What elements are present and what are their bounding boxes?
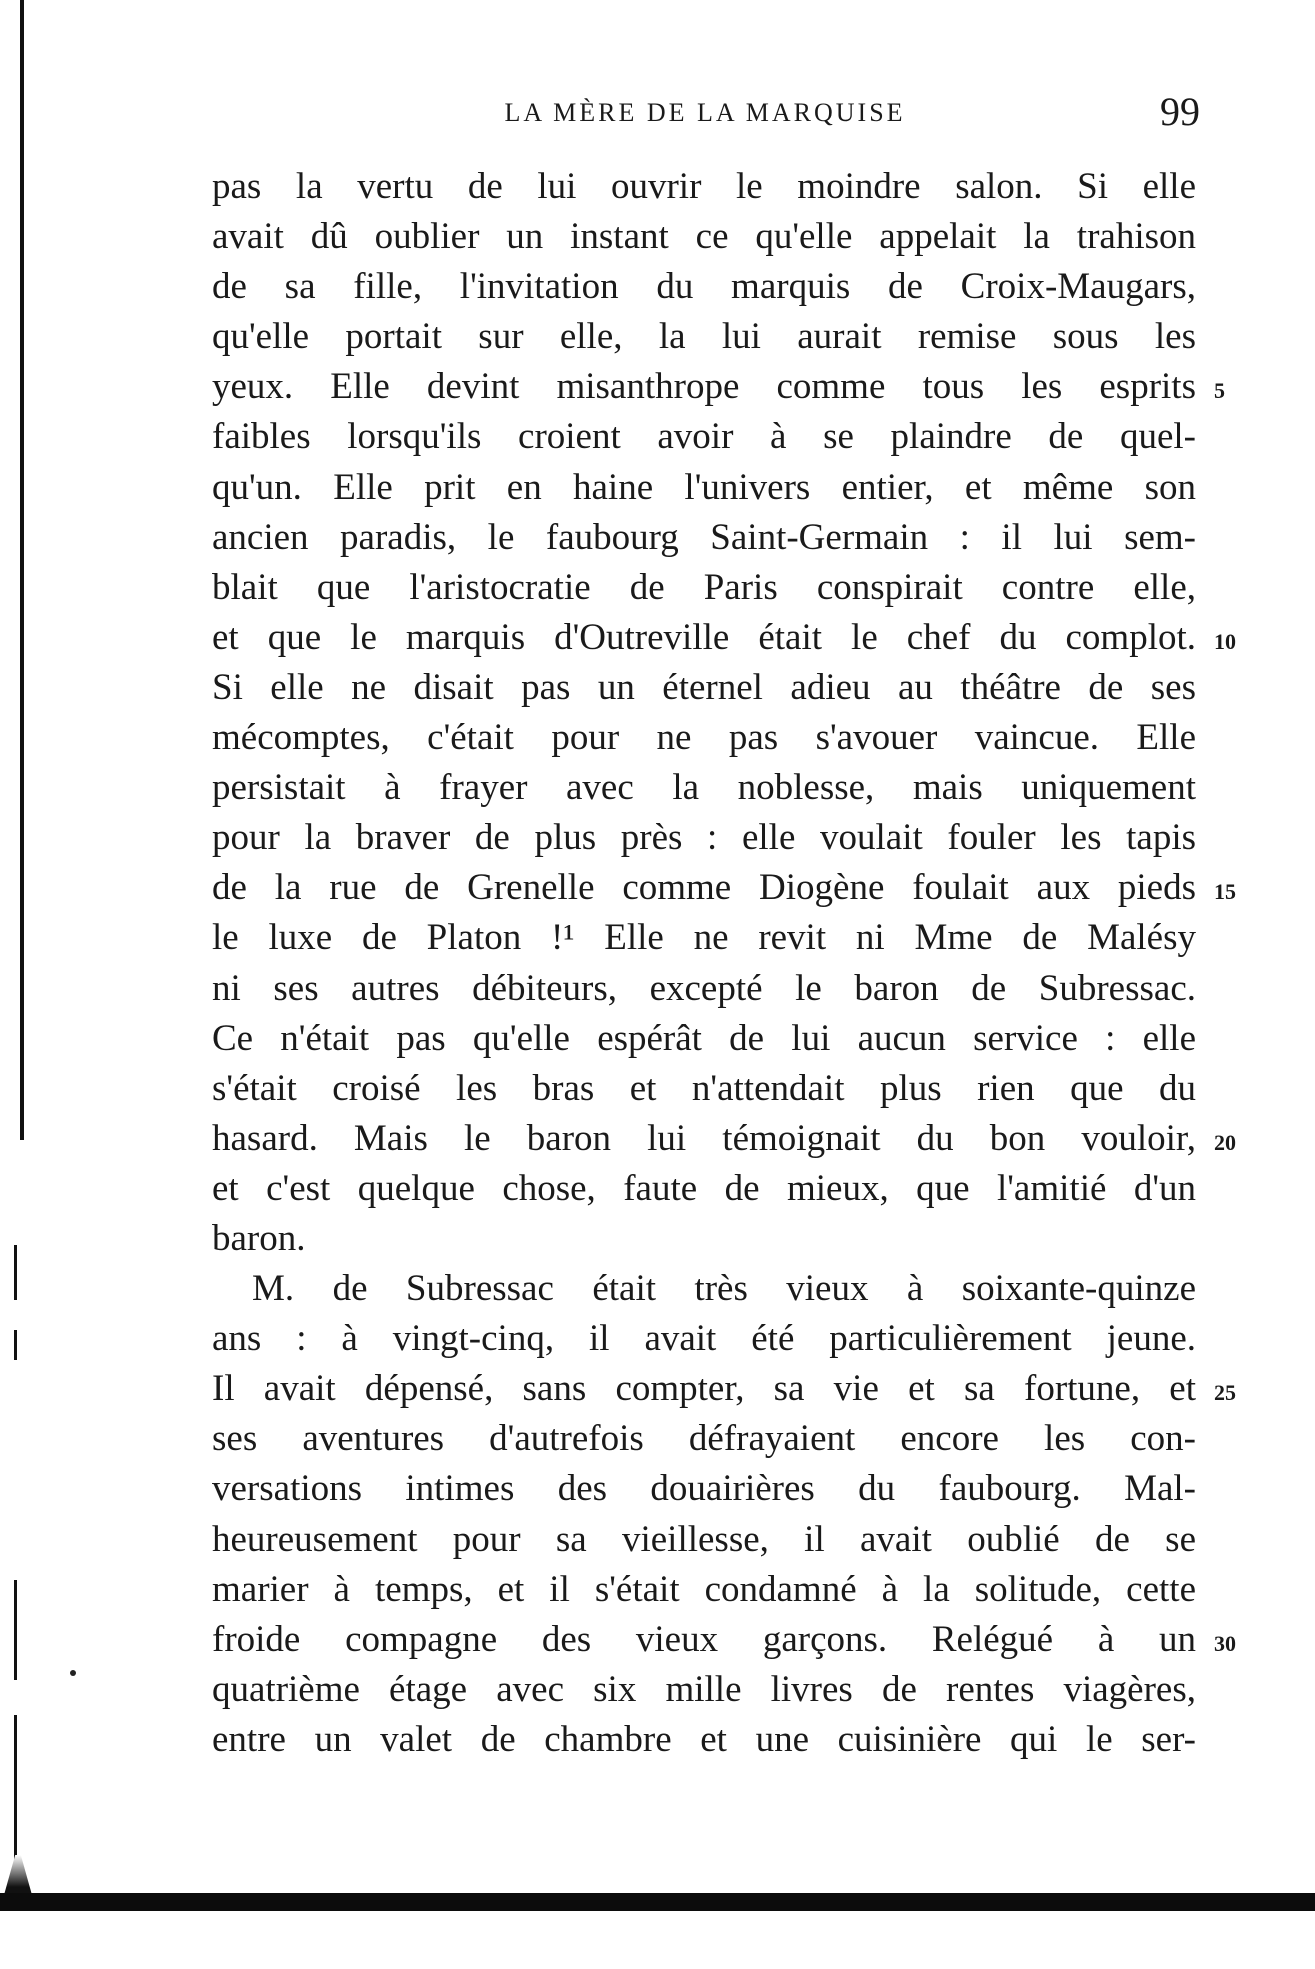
text-line: de sa fille, l'invitation du marquis de Croix-Maugars,	[212, 266, 1196, 308]
line-number: 25	[1214, 1380, 1236, 1405]
text-line: mécomptes, c'était pour ne pas s'avouer vaincue. Elle	[212, 717, 1196, 759]
text-line: Il avait dépensé, sans compter, sa vie et sa fortune, et	[212, 1368, 1196, 1410]
text-line: faibles lorsqu'ils croient avoir à se plaindre de quel-	[212, 416, 1196, 458]
text-line: avait dû oublier un instant ce qu'elle appelait la trahison	[212, 216, 1196, 258]
binding-foot	[4, 1855, 32, 1895]
running-header	[210, 89, 1200, 134]
page-number: 99	[1160, 89, 1200, 134]
text-line: ses aventures d'autrefois défrayaient encore les con-	[212, 1418, 1196, 1460]
body-text	[212, 162, 1196, 1765]
binding-mark	[14, 1330, 17, 1360]
text-line: heureusement pour sa vieillesse, il avait oublié de se	[212, 1518, 1196, 1560]
text-line: versations intimes des douairières du faubourg. Mal-	[212, 1468, 1196, 1510]
text-line: blait que l'aristocratie de Paris conspirait contre elle,	[212, 566, 1196, 608]
binding-mark	[14, 1580, 17, 1680]
text-line: le luxe de Platon !¹ Elle ne revit ni Mme de Malésy	[212, 917, 1196, 959]
text-line: qu'elle portait sur elle, la lui aurait remise sous les	[212, 316, 1196, 358]
text-line: ancien paradis, le faubourg Saint-Germain : il lui sem-	[212, 516, 1196, 558]
text-line: s'était croisé les bras et n'attendait plus rien que du	[212, 1067, 1196, 1109]
text-line: pour la braver de plus près : elle voulait fouler les tapis	[212, 817, 1196, 859]
text-line: ni ses autres débiteurs, excepté le baron de Subressac.	[212, 967, 1196, 1009]
text-line: hasard. Mais le baron lui témoignait du bon vouloir,	[212, 1117, 1196, 1159]
line-number: 30	[1214, 1631, 1236, 1656]
text-line: quatrième étage avec six mille livres de rentes viagères,	[212, 1668, 1196, 1710]
text-line: entre un valet de chambre et une cuisinière qui le ser-	[212, 1718, 1196, 1760]
running-title: LA MÈRE DE LA MARQUISE	[504, 98, 906, 127]
text-line: et c'est quelque chose, faute de mieux, que l'amitié d'un	[212, 1167, 1196, 1209]
text-line: M. de Subressac était très vieux à soixante-quinze	[252, 1268, 1196, 1310]
text-line: persistait à frayer avec la noblesse, mais uniquement	[212, 767, 1196, 809]
line-number: 10	[1214, 629, 1236, 654]
text-line: baron.	[212, 1217, 306, 1259]
text-line: yeux. Elle devint misanthrope comme tous les esprits	[212, 366, 1196, 408]
binding-mark	[14, 1245, 17, 1300]
binding-mark	[14, 1715, 17, 1865]
scan-speck	[70, 1670, 76, 1676]
binding-edge	[20, 0, 24, 1140]
text-line: ans : à vingt-cinq, il avait été particulièrement jeune.	[212, 1318, 1196, 1360]
line-number: 15	[1214, 879, 1236, 904]
text-line: de la rue de Grenelle comme Diogène foulait aux pieds	[212, 867, 1196, 909]
text-line: et que le marquis d'Outreville était le chef du complot.	[212, 616, 1196, 658]
line-number: 5	[1214, 378, 1225, 403]
line-number: 20	[1214, 1130, 1236, 1155]
page-bottom-edge	[0, 1893, 1315, 1911]
text-line: qu'un. Elle prit en haine l'univers entier, et même son	[212, 466, 1196, 508]
text-line: Ce n'était pas qu'elle espérât de lui aucun service : elle	[212, 1017, 1196, 1059]
text-line: Si elle ne disait pas un éternel adieu au théâtre de ses	[212, 666, 1196, 708]
text-line: froide compagne des vieux garçons. Relégué à un	[212, 1618, 1196, 1660]
text-line: pas la vertu de lui ouvrir le moindre salon. Si elle	[212, 166, 1196, 207]
text-line: marier à temps, et il s'était condamné à la solitude, cette	[212, 1568, 1196, 1610]
